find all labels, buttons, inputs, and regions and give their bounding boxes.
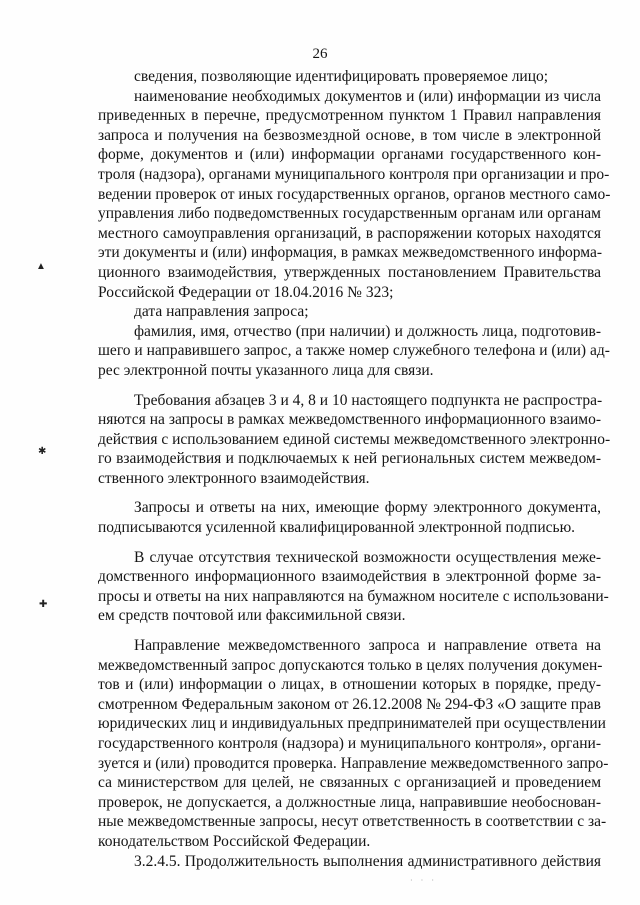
text-line: действия с использованием единой системы межведомственного электронно- (98, 430, 611, 448)
text-line: конодательством Российской Федерации. (98, 832, 371, 850)
paragraph-gap (98, 488, 601, 498)
text-line: приведенных в перечне, предусмотренном пунктом 1 Правил направления (98, 107, 601, 125)
scan-noise: · · · (410, 876, 437, 885)
text-line: В случае отсутствия технической возможности осуществления меже- (134, 548, 601, 566)
text-line: ведении проверок от иных государственных органов, органов местного само- (98, 185, 611, 203)
paragraph-gap (98, 626, 601, 636)
text-line: ственного электронного взаимодействия. (98, 469, 370, 487)
margin-mark: ✱ (38, 446, 47, 457)
margin-mark: ✚ (39, 599, 48, 610)
text-line: запроса и получения на безвозмездной основе, в том числе в электронной (98, 126, 601, 144)
text-line: ные межведомственные запросы, несут ответственность в соответствии с за- (98, 813, 607, 831)
document-body (98, 67, 611, 871)
margin-mark: ▲ (36, 261, 46, 272)
text-line: домственного информационного взаимодействия в электронной форме за- (98, 568, 601, 586)
text-line: просы и ответы на них направляются на бумажном носителе с использовани- (98, 587, 609, 605)
text-line: эти документы и (или) информация, в рамках межведомственного информа- (98, 244, 602, 262)
text-line: го взаимодействия и подключаемых к ней региональных систем межведом- (98, 450, 601, 468)
text-line: рес электронной почты указанного лица для связи. (98, 361, 434, 379)
text-line: Направление межведомственного запроса и направление ответа на (134, 637, 601, 655)
text-line: няются на запросы в рамках межведомственного информационного взаимо- (98, 411, 601, 429)
text-line: ционного взаимодействия, утвержденных постановлением Правительства (98, 263, 601, 281)
text-line: сведения, позволяющие идентифицировать проверяемое лицо; (134, 68, 549, 85)
text-line: зуется и (или) проводится проверка. Направление межведомственного запро- (98, 754, 609, 772)
text-line: Требования абзацев 3 и 4, 8 и 10 настоящего подпункта не распростра- (134, 391, 603, 409)
text-line: проверок, не допускается, а должностные лица, направившие необоснован- (98, 793, 601, 811)
paragraph-gap (98, 381, 601, 391)
text-line: юридических лиц и индивидуальных предпринимателей при осуществлении (98, 715, 606, 733)
paragraph-gap (98, 538, 601, 548)
text-line: местного самоуправления организаций, в распоряжении которых находятся (98, 224, 601, 242)
text-line: управления либо подведомственных государственным органам или органам (98, 205, 601, 223)
text-line: межведомственный запрос допускаются только в целях получения докумен- (98, 656, 603, 674)
text-line: фамилия, имя, отчество (при наличии) и должность лица, подготовив- (134, 322, 601, 340)
text-line: шего и направившего запрос, а также номер служебного телефона и (или) ад- (98, 342, 610, 360)
text-line: форме, документов и (или) информации органами государственного кон- (98, 146, 601, 164)
page-number: 26 (312, 46, 328, 62)
text-line: са министерством для целей, не связанных с организацией и проведением (98, 774, 601, 792)
text-line: дата направления запроса; (134, 303, 309, 321)
text-line: троля (надзора), органами муниципального контроля при организации и про- (98, 165, 610, 183)
text-line: Запросы и ответы на них, имеющие форму электронного документа, (134, 499, 601, 517)
text-line: Российской Федерации от 18.04.2016 № 323; (98, 283, 394, 301)
text-line: 3.2.4.5. Продолжительность выполнения административного действия (134, 852, 601, 870)
text-line: ем средств почтовой или факсимильной связи. (98, 607, 406, 625)
text-line: наименование необходимых документов и (или) информации из числа (134, 87, 601, 105)
text-line: тов и (или) информации о лицах, в отношении которых в порядке, преду- (98, 676, 601, 694)
text-line: смотренном Федеральным законом от 26.12.2008 № 294-ФЗ «О защите прав (98, 695, 601, 713)
text-line: государственного контроля (надзора) и муниципального контроля», органи- (98, 735, 601, 752)
text-line: подписываются усиленной квалифицированной электронной подписью. (98, 519, 576, 537)
